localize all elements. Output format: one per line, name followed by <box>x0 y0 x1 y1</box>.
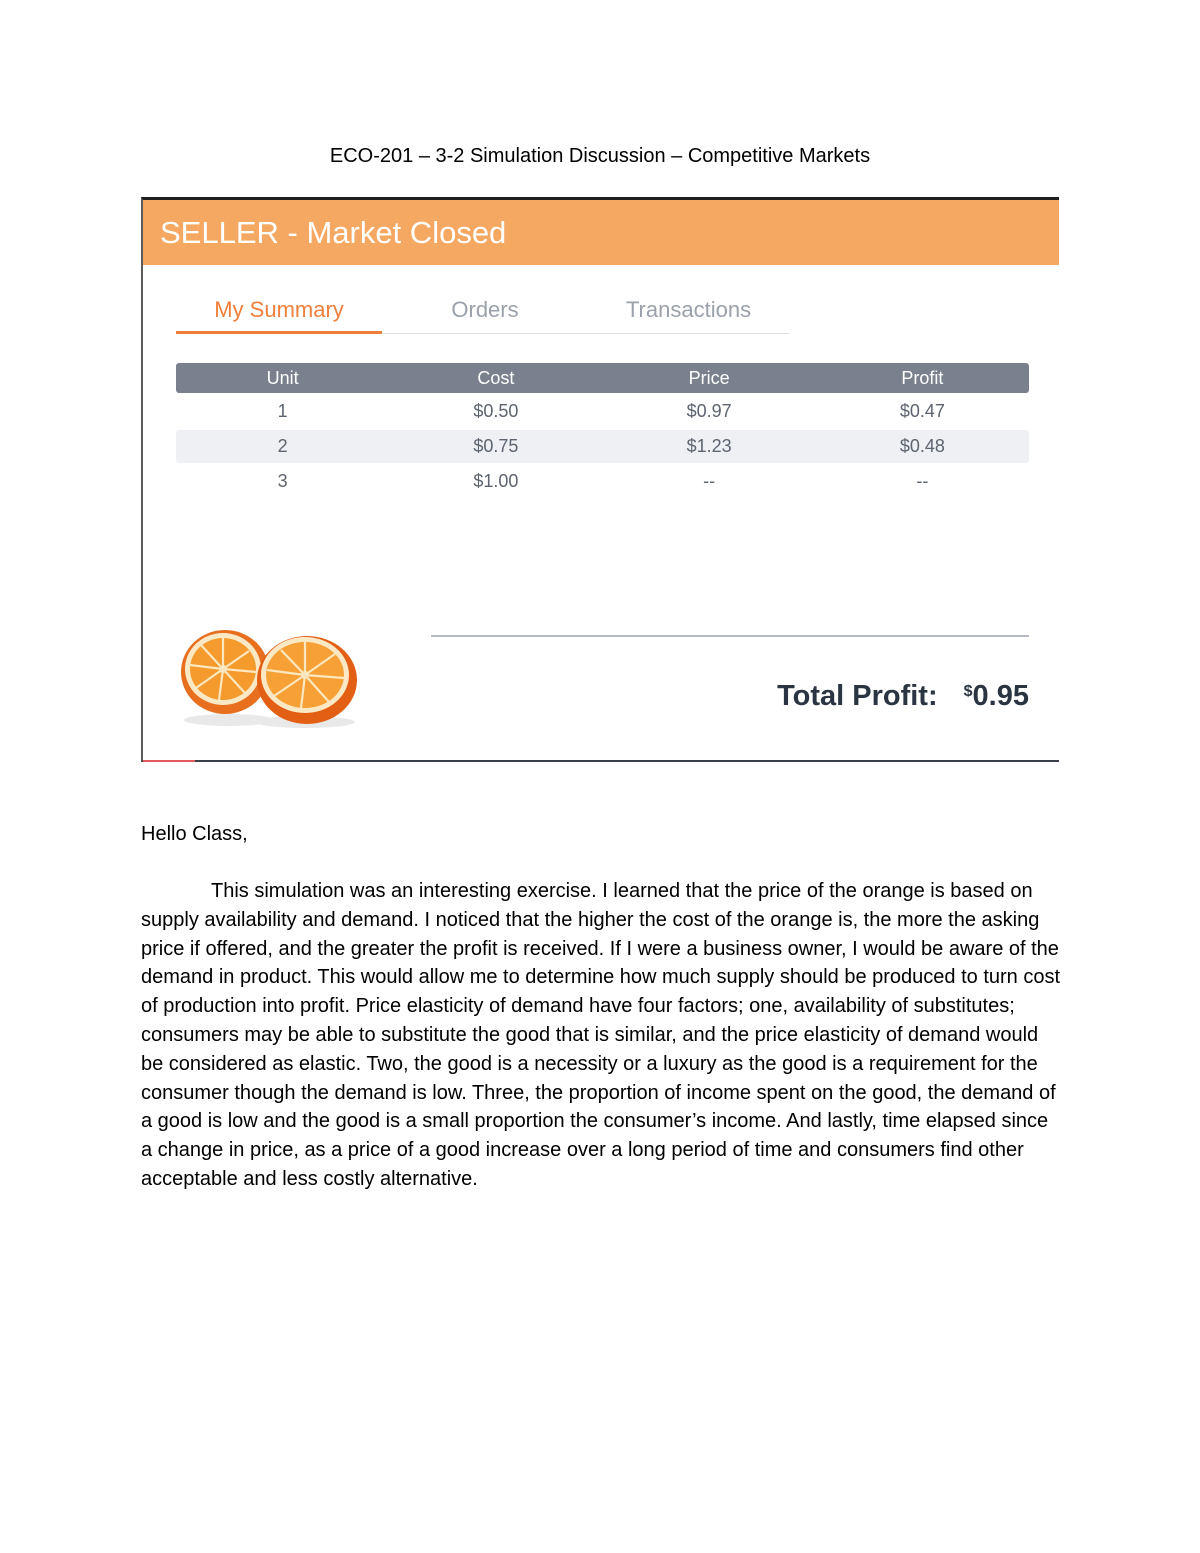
profit-cell: -- <box>916 471 929 491</box>
document-title: ECO-201 – 3-2 Simulation Discussion – Competitive Markets <box>329 145 871 167</box>
unit-cell: 3 <box>277 471 288 491</box>
seller-summary-screenshot <box>141 197 1059 762</box>
unit-cell: 2 <box>277 436 288 456</box>
greeting: Hello Class, <box>141 823 248 845</box>
profit-cell: $0.47 <box>899 401 945 421</box>
cost-cell: $0.50 <box>473 401 519 421</box>
table-row <box>176 430 1029 463</box>
price-cell: $1.23 <box>686 436 732 456</box>
column-header-unit: Unit <box>266 368 299 388</box>
cost-cell: $1.00 <box>473 471 519 491</box>
unit-cell: 1 <box>277 401 288 421</box>
total-profit-label: Total Profit: <box>777 680 938 712</box>
cost-cell: $0.75 <box>473 436 519 456</box>
profit-cell: $0.48 <box>899 436 945 456</box>
seller-header-title: SELLER - Market Closed <box>160 215 507 250</box>
price-cell: $0.97 <box>686 401 732 421</box>
table-row <box>176 465 1029 498</box>
total-divider <box>431 635 1029 637</box>
tab-transactions[interactable]: Transactions <box>625 297 752 322</box>
total-profit-value: 0.95 <box>972 680 1029 712</box>
table-header <box>176 363 1029 393</box>
total-profit <box>777 678 1029 714</box>
tab-my-summary[interactable]: My Summary <box>176 295 382 334</box>
summary-table <box>176 363 1029 498</box>
price-cell: -- <box>703 471 716 491</box>
tab-orders[interactable]: Orders <box>451 297 519 322</box>
column-header-price: Price <box>688 368 730 388</box>
column-header-profit: Profit <box>901 368 944 388</box>
orange-halves-icon <box>177 620 363 732</box>
total-profit-currency: $ <box>963 683 973 700</box>
summary-tabs <box>176 295 789 334</box>
table-row <box>176 395 1029 428</box>
seller-header-bar <box>143 200 1059 265</box>
discussion-paragraph: This simulation was an interesting exercise. I learned that the price of the orange is based on supply availability and demand. I noticed that the higher the cost of the orange is, the more the asking price if offered, and the greater the profit is received. If I were a business owner, I would be aware of the demand in product. This would allow me to determine how much supply should be produced to turn cost of production into profit. Price elasticity of demand have four factors; one, availability of substitutes; consumers may be able to substitute the good that is similar, and the price elasticity of demand would be considered as elastic. Two, the good is a necessity or a luxury as the good is a requirement for the consumer though the demand is low. Three, the proportion of income spent on the good, the demand of a good is low and the good is a small proportion the consumer’s income. And lastly, time elapsed since a change in price, as a price of a good increase over a long period of time and consumers find other acceptable and less costly alternative. <box>141 880 1061 1190</box>
column-header-cost: Cost <box>477 368 515 388</box>
panel-bottom-accent <box>143 760 195 762</box>
